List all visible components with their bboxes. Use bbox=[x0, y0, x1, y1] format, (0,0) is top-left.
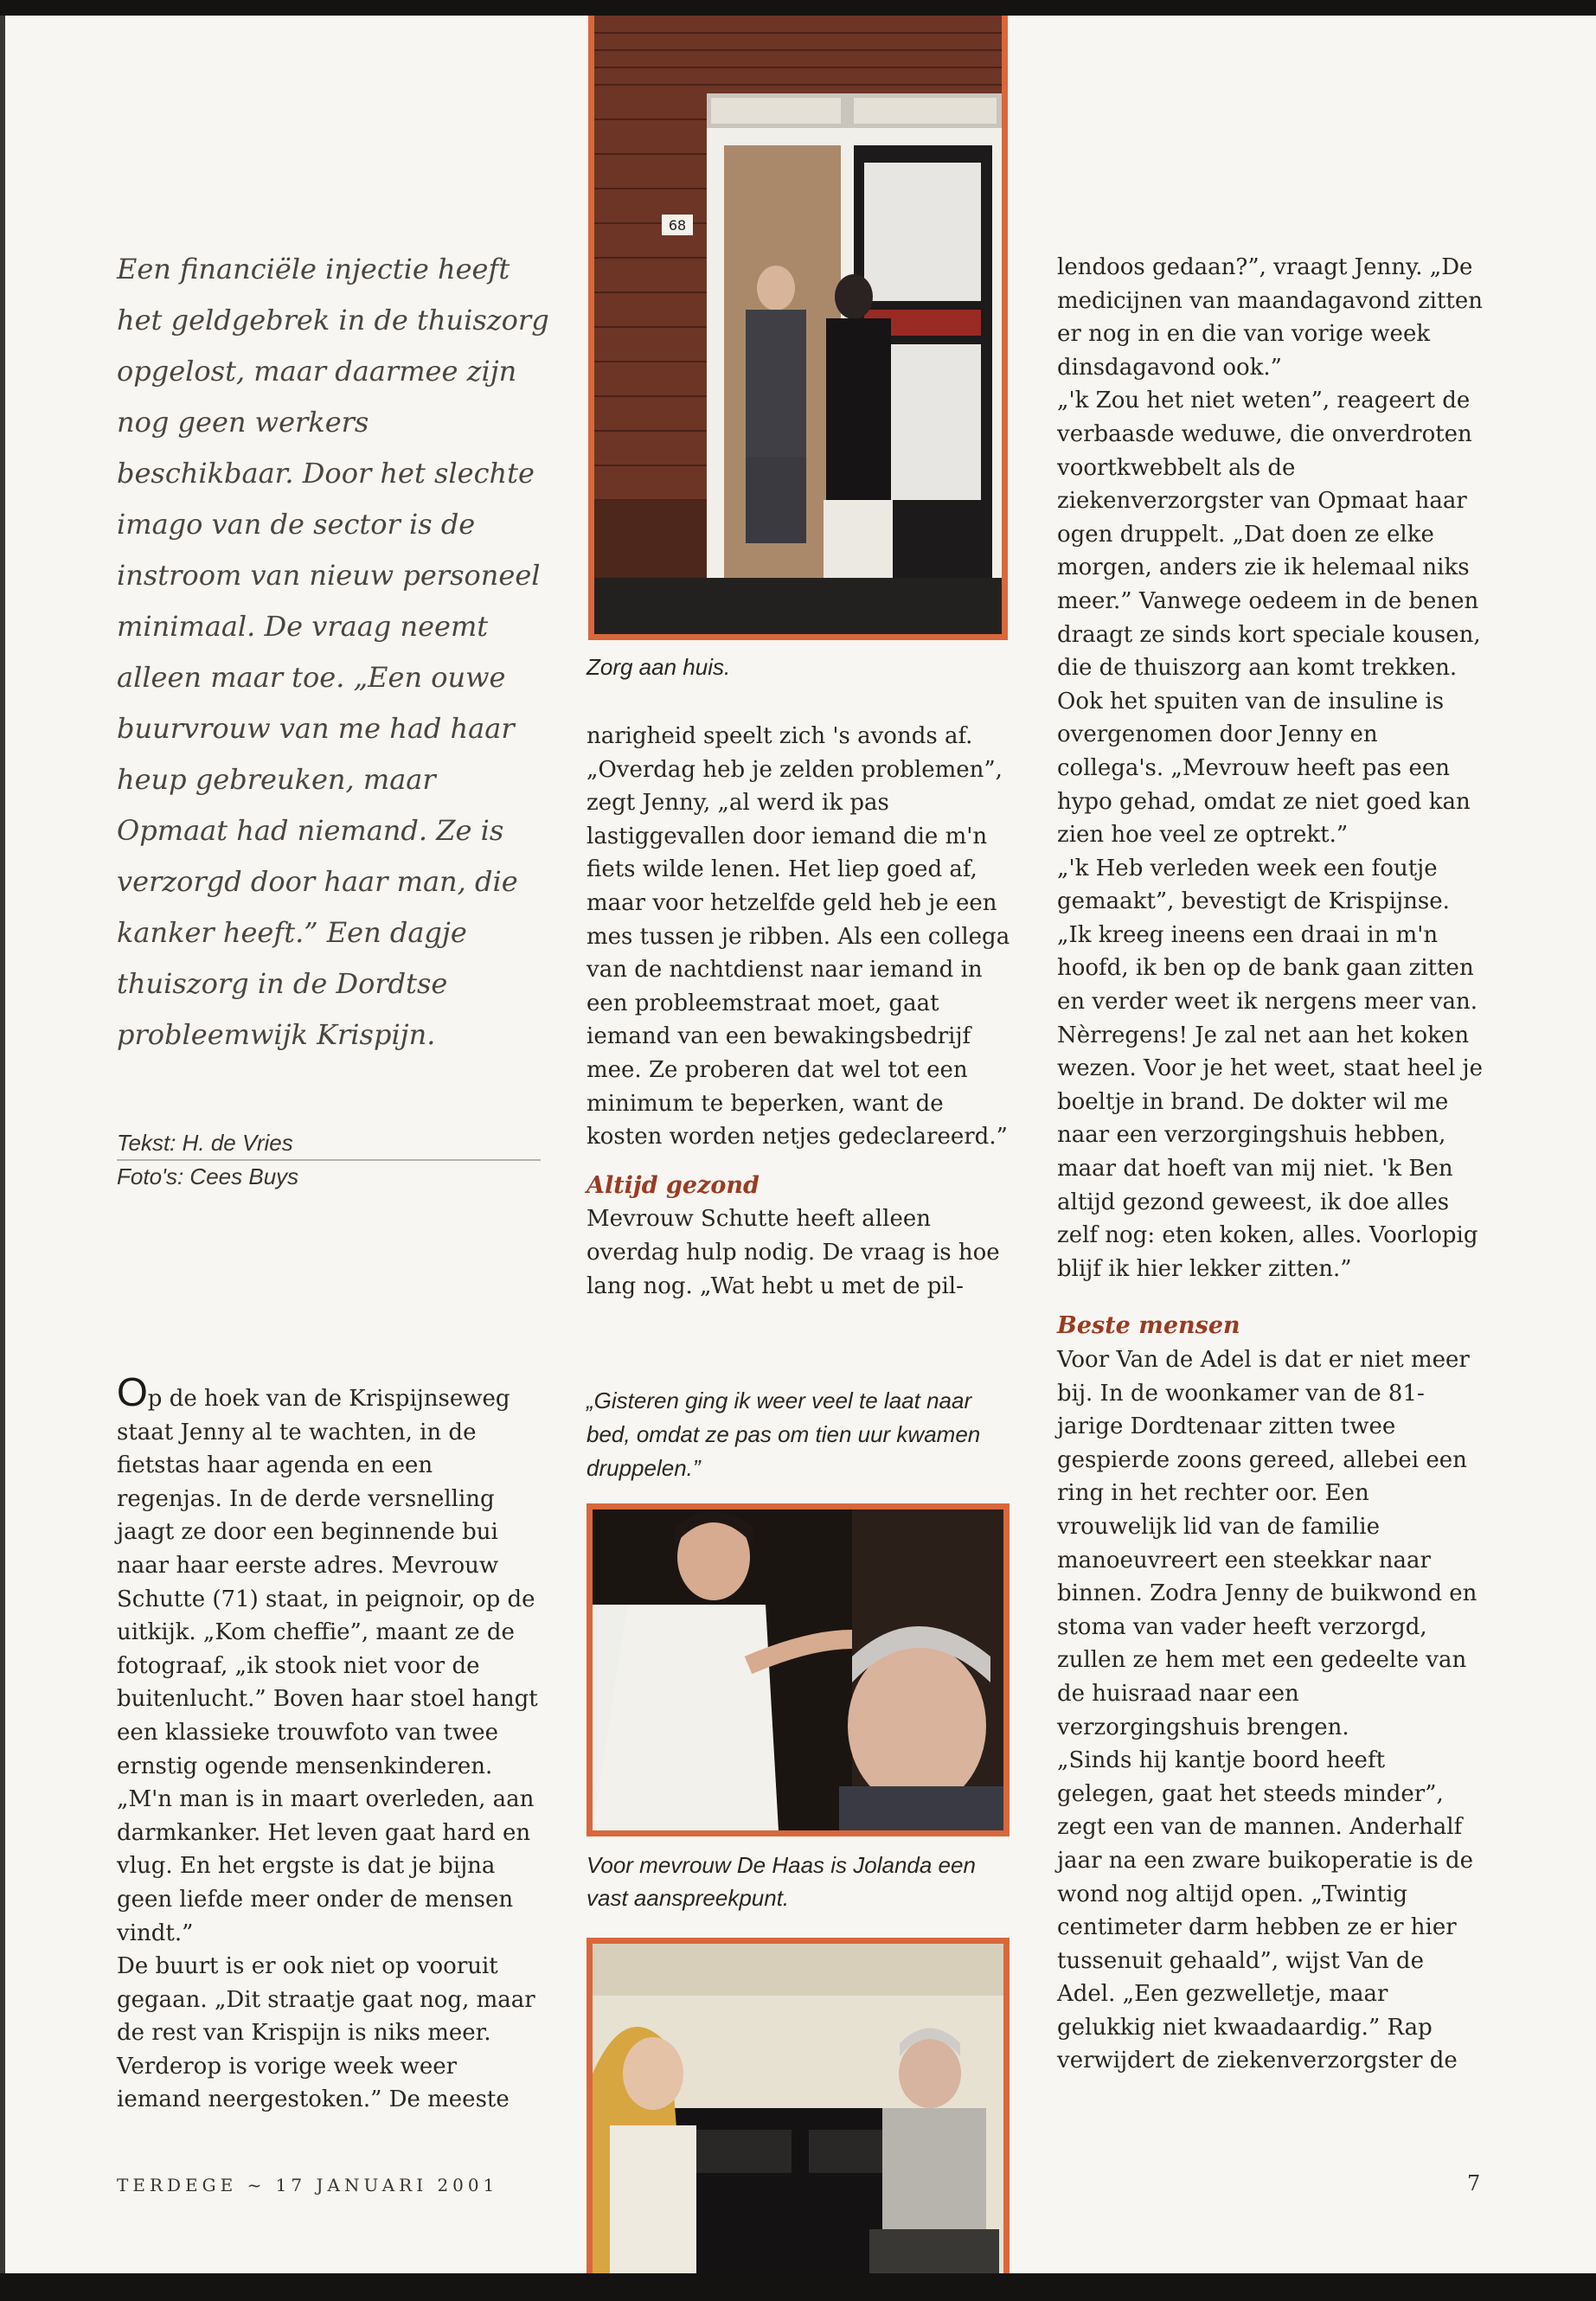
paragraph: lendoos gedaan?”, vraagt Jenny. „De medicijnen van maandagavond zitten er nog in en die van vorige week dinsdagavond ook.” bbox=[1057, 254, 1484, 381]
top-edge-bar bbox=[0, 0, 1596, 16]
photo-doorway bbox=[588, 16, 1008, 640]
body-column-left bbox=[117, 1369, 541, 2117]
paragraph: Voor Van de Adel is dat er niet meer bij. In de woonkamer van de 81-jarige Dordtenaar zitten twee gespierde zoons gereed, allebei een ring in het rechter oor. Een vrouwelijk lid van de familie manoeuvreert een steekkar naar binnen. Zodra Jenny de buikwond en stoma van vader heeft verzorgd, zullen ze hem met een gedeelte van de huisraad naar een verzorgingshuis brengen. bbox=[1057, 1347, 1477, 1740]
pull-quote: „Gisteren ging ik weer veel te laat naar bed, omdat ze pas om tien uur kwamen druppelen.” bbox=[586, 1388, 981, 1481]
intro-lead: Een financiële injectie heeft het geldgebrek in de thuiszorg opgelost, maar daarmee zijn nog geen werkers beschikbaar. Door het slechte imago van de sector is de instroom van nieuw personeel minimaal. De vraag neemt alleen maar toe. „Een ouwe buurvrouw van me had haar heup gebreuken, maar Opmaat had niemand. Ze is verzorgd door haar man, die kanker heeft.” Een dagje thuiszorg in de Dordtse probleemwijk Krispijn. bbox=[117, 253, 549, 1051]
drop-cap: O bbox=[117, 1369, 148, 1414]
footer-publication: TERDEGE ~ 17 JANUARI 2001 bbox=[117, 2175, 499, 2195]
paragraph: „Sinds hij kantje boord heeft gelegen, gaat het steeds minder”, zegt een van de mannen. Anderhalf jaar na een zware buikoperatie is de wond nog altijd open. „Twintig centimeter darm hebben ze er hier tussenuit gehaald”, wijst Van de Adel. „Een gezwelletje, maar gelukkig niet kwaadaardig.” Rap verwijdert de ziekenverzorgster de bbox=[1057, 1747, 1474, 2074]
body-column-middle bbox=[586, 720, 1010, 1303]
bottom-edge-bar bbox=[0, 2273, 1596, 2301]
photo-caption-1: Zorg aan huis. bbox=[586, 654, 731, 680]
paragraph: Mevrouw Schutte heeft alleen overdag hulp nodig. De vraag is hoe lang nog. „Wat hebt u met de pil- bbox=[586, 1206, 1000, 1299]
house-number: 68 bbox=[668, 217, 687, 234]
credit-text: Tekst: H. de Vries bbox=[117, 1127, 541, 1161]
paragraph: De buurt is er ook niet op vooruit gegaan. „Dit straatje gaat nog, maar de rest van Krispijn is niks meer. Verderop is vorige week weer iemand neergestoken.” De meeste bbox=[117, 1953, 535, 2113]
photo-living-room bbox=[586, 1938, 1010, 2278]
paragraph: „'k Zou het niet weten”, reageert de verbaasde weduwe, die onverdroten voortkwebbelt als de ziekenverzorgster van Opmaat haar ogen druppelt. „Dat doen ze elke morgen, anders zie ik helemaal niks meer.” Vanwege oedeem in de benen draagt ze sinds kort speciale kousen, die de thuiszorg aan komt trekken. Ook het spuiten van de insuline is overgenomen door Jenny en collega's. „Mevrouw heeft pas een hypo gehad, omdat ze niet goed kan zien hoe veel ze optrekt.” bbox=[1057, 388, 1481, 849]
body-column-right bbox=[1057, 251, 1485, 2078]
photo-caption-2: Voor mevrouw De Haas is Jolanda een vast aanspreekpunt. bbox=[586, 1852, 976, 1911]
left-page-edge bbox=[0, 16, 5, 2273]
subheading: Altijd gezond bbox=[586, 1171, 760, 1199]
paragraph-text: p de hoek van de Krispijnseweg staat Jenny al te wachten, in de fietstas haar agenda en een regenjas. In de derde versnelling jaagt ze door een beginnende bui naar haar eerste adres. Mevrouw Schutte (71) staat, in peignoir, op de uitkijk. „Kom cheffie”, maant ze de fotograaf, „ik stook niet voor de buitenlucht.” Boven haar stoel hangt een klassieke trouwfoto van twee ernstig ogende mensenkinderen. „M'n man is in maart overleden, aan darmkanker. Het leven gaat hard en vlug. En het ergste is dat je bijna geen liefde meer onder de mensen vindt.” bbox=[117, 1386, 538, 1946]
paragraph: „'k Heb verleden week een foutje gemaakt”, bevestigt de Krispijnse. „Ik kreeg ineens een draai in m'n hoofd, ik ben op de bank gaan zitten en verder weet ik nergens meer van. Nèrregens! Je zal net aan het koken wezen. Voor je het weet, staat heel je boeltje in brand. De dokter wil me naar een verzorgingshuis hebben, maar dat hoeft van mij niet. 'k Ben altijd gezond geweest, ik doe alles zelf nog: eten koken, alles. Voorlopig blijf ik hier lekker zitten.” bbox=[1057, 855, 1484, 1282]
credit-photos: Foto's: Cees Buys bbox=[117, 1163, 299, 1189]
subheading: Beste mensen bbox=[1057, 1312, 1240, 1340]
page-number: 7 bbox=[1467, 2171, 1481, 2195]
paragraph: narigheid speelt zich 's avonds af. „Overdag heb je zelden problemen”, zegt Jenny, „al werd ik pas lastiggevallen door iemand die m'n fiets wilde lenen. Het liep goed af, maar voor hetzelfde geld heb je een mes tussen je ribben. Als een collega van de nachtdienst naar iemand in een probleemstraat moet, gaat iemand van een bewakingsbedrijf mee. Ze proberen dat wel tot een minimum te beperken, want de kosten worden netjes gedeclareerd.” bbox=[586, 723, 1010, 1150]
paragraph bbox=[117, 1369, 541, 1950]
photo-eye-drops bbox=[586, 1503, 1010, 1836]
credits bbox=[117, 1127, 541, 1193]
